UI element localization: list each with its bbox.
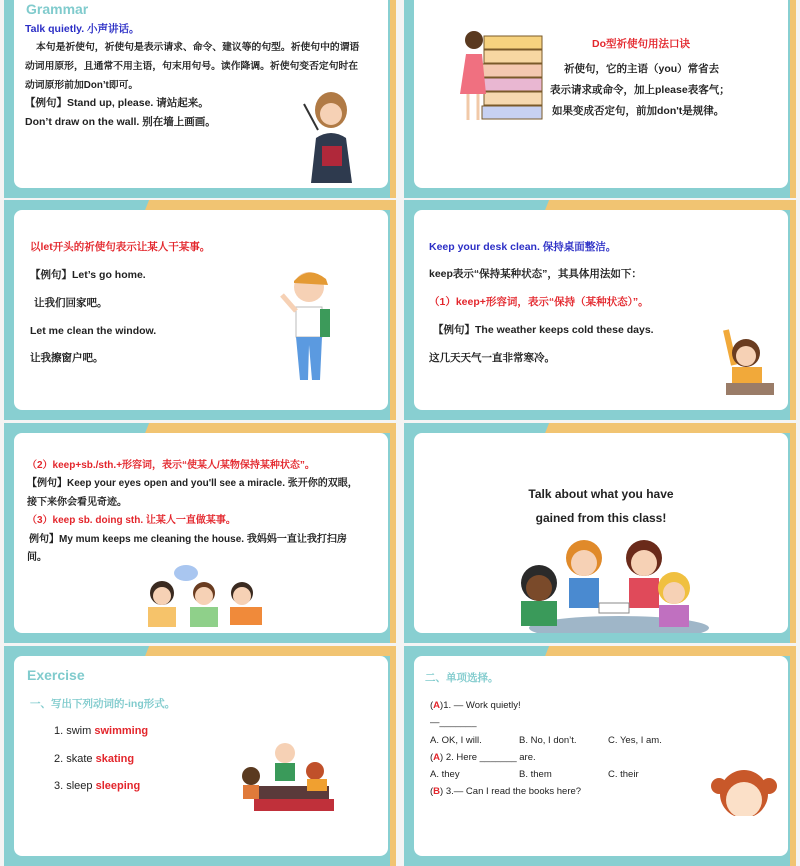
prompt-line: gained from this class! — [535, 511, 667, 525]
option: B. them — [519, 769, 552, 780]
question: (B) 3.— Can I read the books here? — [430, 786, 582, 797]
girl-raising-hand-icon — [716, 325, 776, 400]
rule-line: （1）keep+形容词，表示“保持（某种状态）”。 — [429, 296, 649, 308]
question-text: 2. Here _______ are. — [443, 752, 536, 763]
option: C. Yes, I am. — [608, 735, 662, 746]
option: A. they — [430, 769, 460, 780]
question: (A) 2. Here _______ are. — [430, 752, 536, 763]
text-line: 间。 — [27, 552, 47, 563]
option: B. No, I don’t. — [519, 735, 577, 746]
slide-thumbnail-choice[interactable] — [404, 646, 796, 866]
slide-thumbnail-grammar[interactable] — [4, 0, 396, 198]
section-heading: 二、单项选择。 — [425, 672, 499, 684]
slide-card — [414, 433, 788, 633]
exercise-item — [54, 752, 134, 766]
example-line: 【例句】Stand up, please. 请站起来。 — [25, 97, 209, 109]
slide-card — [14, 433, 388, 633]
decor-band — [145, 423, 396, 433]
rule-line: （3）keep sb. doing sth. 让某人一直做某事。 — [27, 515, 236, 526]
decor-band — [145, 646, 396, 656]
example-line: Don’t draw on the wall. 别在墙上画画。 — [25, 116, 216, 128]
text-line: 这几天天气一直非常寒冷。 — [429, 352, 555, 364]
slide-thumbnail-exercise[interactable] — [4, 646, 396, 866]
blank-line: —_______ — [430, 717, 477, 728]
decor-band — [545, 646, 796, 656]
answer: swimming — [94, 725, 149, 737]
example-line: 【例句】Keep your eyes open and you'll see a miracle. 张开你的双眼， — [27, 478, 358, 489]
slide-title: Do型祈使句用法口诀 — [592, 38, 690, 50]
text-line: 让我擦窗户吧。 — [30, 352, 104, 364]
example-line: 例句】My mum keeps me cleaning the house. 我妈妈一直让我打扫房 — [29, 534, 347, 545]
heading: Talk quietly. 小声讲话。 — [25, 23, 140, 35]
teacher-illustration-icon — [296, 88, 366, 188]
decor-edge — [790, 0, 796, 198]
slide-thumbnail-let[interactable] — [4, 200, 396, 420]
text-line: 让我们回家吧。 — [34, 297, 108, 309]
slide-card — [14, 656, 388, 856]
question-word: 1. swim — [54, 725, 92, 737]
section-heading: 一、写出下列动词的-ing形式。 — [30, 698, 176, 710]
answer: A — [433, 700, 441, 711]
kids-group-illustration-icon — [509, 533, 709, 633]
answer: B — [433, 786, 441, 797]
answer: A — [433, 752, 441, 763]
example-line: 【例句】Let’s go home. — [30, 269, 146, 281]
example-line: Let me clean the window. — [30, 325, 157, 337]
decor-band — [545, 423, 796, 433]
question-text: 1. — Work quietly! — [443, 700, 521, 711]
decor-edge — [390, 646, 396, 866]
question: (A)1. — Work quietly! — [430, 700, 521, 711]
slide-thumbnail-talk[interactable] — [404, 423, 796, 643]
decor-edge — [390, 423, 396, 643]
example-line: 【例句】The weather keeps cold these days. — [433, 324, 654, 336]
boy-illustration-icon — [264, 265, 344, 405]
answer: sleeping — [95, 780, 141, 792]
text-line: 接下来你会看见奇迹。 — [27, 497, 127, 508]
slide-title: Grammar — [26, 1, 89, 17]
text-line: keep表示“保持某种状态”，其具体用法如下： — [429, 268, 642, 280]
question-word: 3. sleep — [54, 780, 93, 792]
decor-edge — [390, 200, 396, 420]
option: A. OK, I will. — [430, 735, 482, 746]
heading: Keep your desk clean. 保持桌面整洁。 — [429, 241, 617, 253]
slide-thumbnail-keep-2[interactable] — [4, 423, 396, 643]
decor-edge — [790, 646, 796, 866]
exercise-item — [54, 724, 148, 738]
answer: skating — [95, 753, 135, 765]
exercise-item — [54, 779, 140, 793]
slide-thumbnail-rhyme[interactable] — [404, 0, 796, 198]
text-line: 本句是祈使句，祈使句是表示请求、命令、建议等的句型。祈使句中的谓语 — [36, 42, 360, 53]
slide-card — [14, 210, 388, 410]
reading-kids-illustration-icon — [134, 563, 284, 633]
kids-on-books-illustration-icon — [239, 731, 349, 811]
heading: 以let开头的祈使句表示让某人干某事。 — [30, 241, 211, 253]
prompt-line: Talk about what you have — [528, 487, 674, 501]
rule-line: （2）keep+sb./sth.+形容词，表示“使某人/某物保持某种状态”。 — [27, 460, 315, 471]
slide-card — [414, 656, 788, 856]
rhyme-line: 祈使句，它的主语（you）常省去 — [564, 63, 720, 75]
slide-card — [414, 210, 788, 410]
rhyme-line: 表示请求或命令，加上please表客气； — [550, 84, 730, 96]
question-text: 3.— Can I read the books here? — [443, 786, 582, 797]
decor-edge — [790, 423, 796, 643]
question-word: 2. skate — [54, 753, 93, 765]
decor-band — [145, 200, 396, 210]
girl-face-illustration-icon — [709, 766, 779, 816]
text-line: 动词原形前加Don’t即可。 — [25, 80, 139, 91]
slide-title: Exercise — [27, 667, 85, 683]
girl-books-illustration-icon — [454, 24, 549, 129]
decor-band — [545, 200, 796, 210]
rhyme-line: 如果变成否定句，前加don't是规律。 — [552, 105, 725, 117]
decor-edge — [790, 200, 796, 420]
slide-thumbnail-keep[interactable] — [404, 200, 796, 420]
slide-card — [14, 0, 388, 188]
option: C. their — [608, 769, 639, 780]
text-line: 动词用原形，且通常不用主语，句末用句号。读作降调。祈使句变否定句时在 — [25, 61, 359, 72]
decor-edge — [390, 0, 396, 198]
slide-card — [414, 0, 788, 188]
